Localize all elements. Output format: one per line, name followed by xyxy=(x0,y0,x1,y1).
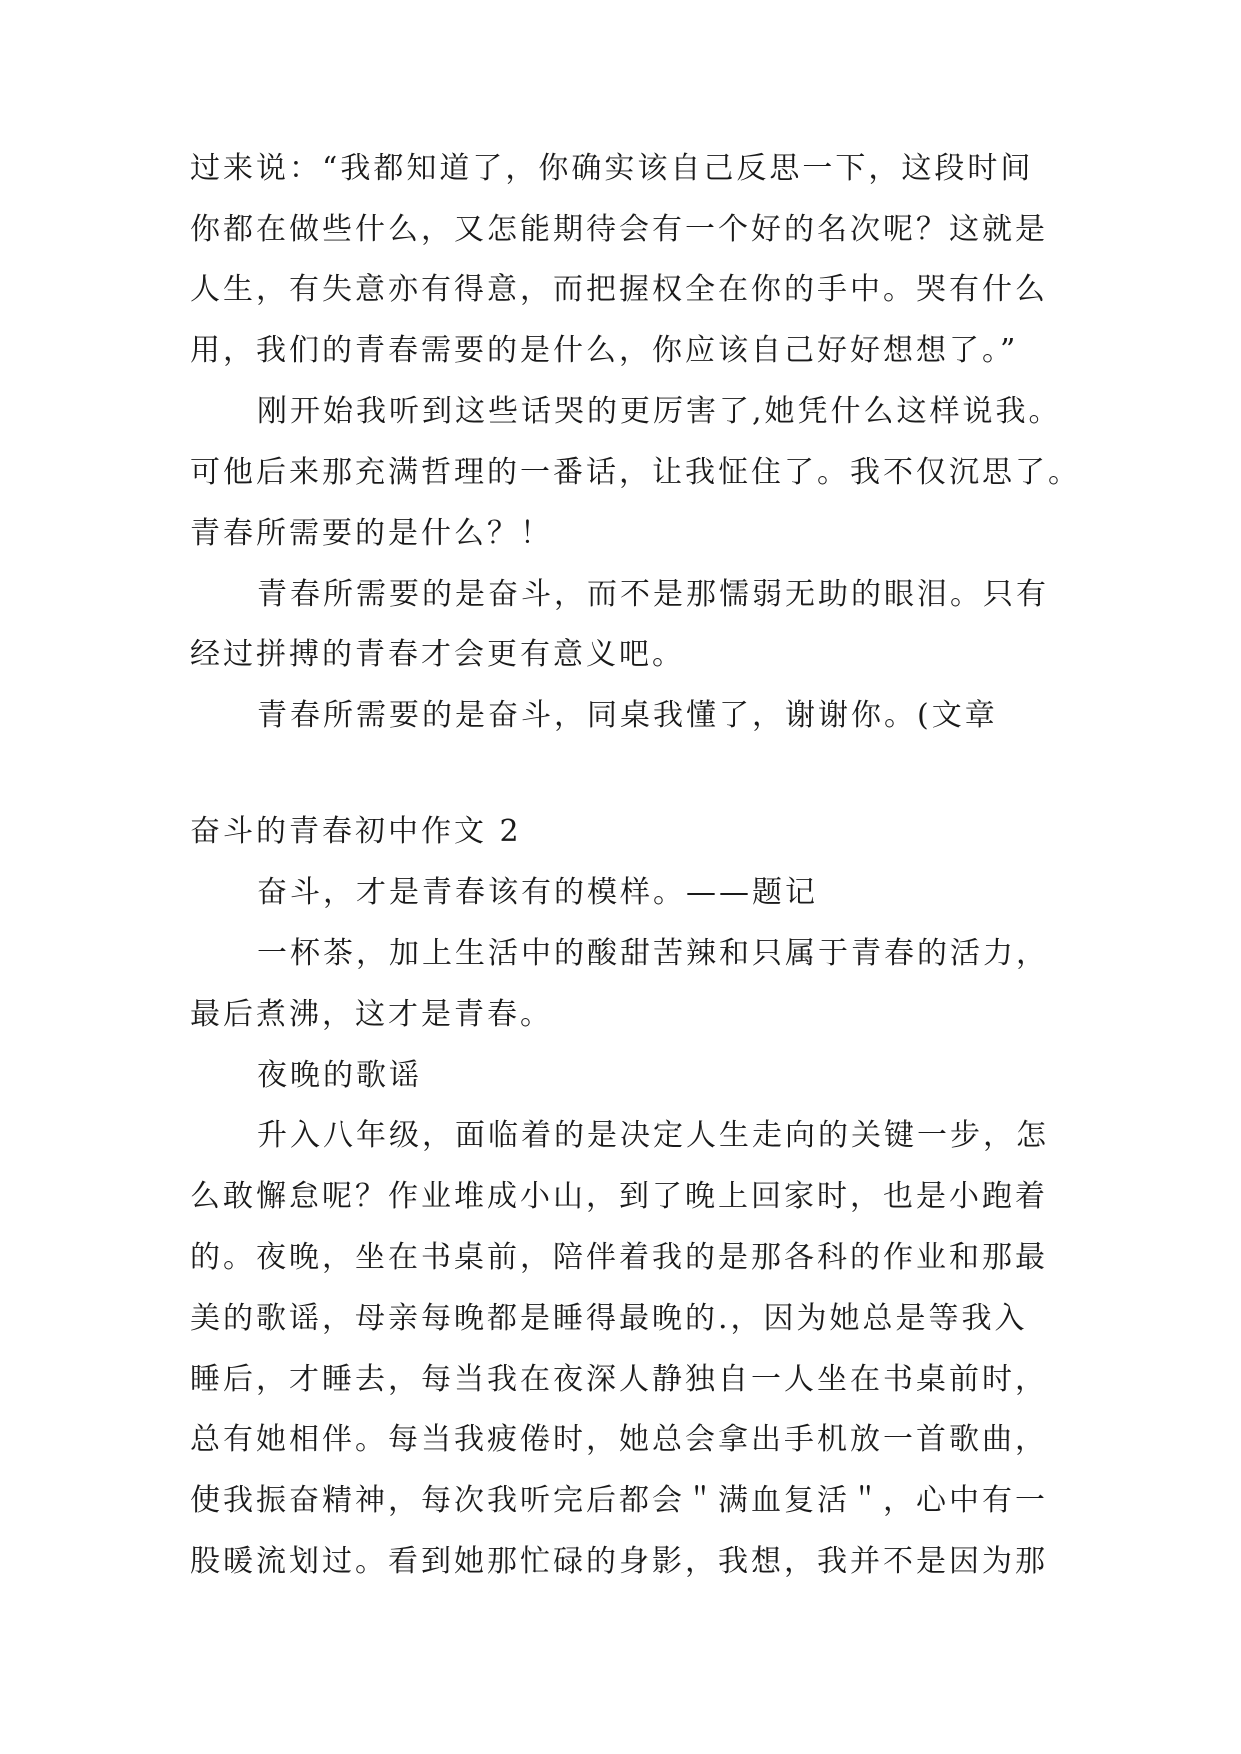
text-line: 股暖流划过。看到她那忙碌的身影，我想，我并不是因为那 xyxy=(190,1544,1048,1579)
text-line: 青春所需要的是什么？！ xyxy=(190,516,553,551)
paragraph-start: 刚开始我听到这些话哭的更厉害了,她凭什么这样说我。 xyxy=(257,394,1062,429)
text-line: 可他后来那充满哲理的一番话，让我怔住了。我不仅沉思了。 xyxy=(190,455,1081,490)
paragraph-start: 青春所需要的是奋斗，而不是那懦弱无助的眼泪。只有 xyxy=(257,577,1049,612)
paragraph-start: 一杯茶，加上生活中的酸甜苦辣和只属于青春的活力， xyxy=(257,936,1049,971)
text-line: 的。夜晚，坐在书桌前，陪伴着我的是那各科的作业和那最 xyxy=(190,1240,1048,1275)
text-line: 经过拼搏的青春才会更有意义吧。 xyxy=(190,637,685,672)
text-line: 用，我们的青春需要的是什么，你应该自己好好想想了。” xyxy=(190,333,1019,368)
essay-title: 奋斗的青春初中作文 2 xyxy=(190,814,522,849)
text-line: 使我振奋精神，每次我听完后都会＂满血复活＂，心中有一 xyxy=(190,1483,1048,1518)
subheading: 夜晚的歌谣 xyxy=(257,1058,422,1093)
text-line: 么敢懈怠呢？作业堆成小山，到了晚上回家时，也是小跑着 xyxy=(190,1179,1048,1214)
text-line: 最后煮沸，这才是青春。 xyxy=(190,997,553,1032)
paragraph-start: 青春所需要的是奋斗，同桌我懂了，谢谢你。(文章 xyxy=(257,698,998,733)
text-line: 人生，有失意亦有得意，而把握权全在你的手中。哭有什么 xyxy=(190,272,1048,307)
text-line: 睡后，才睡去，每当我在夜深人静独自一人坐在书桌前时， xyxy=(190,1362,1048,1397)
text-line: 你都在做些什么，又怎能期待会有一个好的名次呢？这就是 xyxy=(190,212,1048,247)
text-line: 总有她相伴。每当我疲倦时，她总会拿出手机放一首歌曲， xyxy=(190,1422,1048,1457)
text-line: 过来说：“我都知道了，你确实该自己反思一下，这段时间 xyxy=(190,151,1034,186)
text-line: 美的歌谣，母亲每晚都是睡得最晚的.，因为她总是等我入 xyxy=(190,1301,1028,1336)
paragraph-start: 升入八年级，面临着的是决定人生走向的关键一步，怎 xyxy=(257,1118,1049,1153)
epigraph: 奋斗，才是青春该有的模样。——题记 xyxy=(257,875,818,910)
